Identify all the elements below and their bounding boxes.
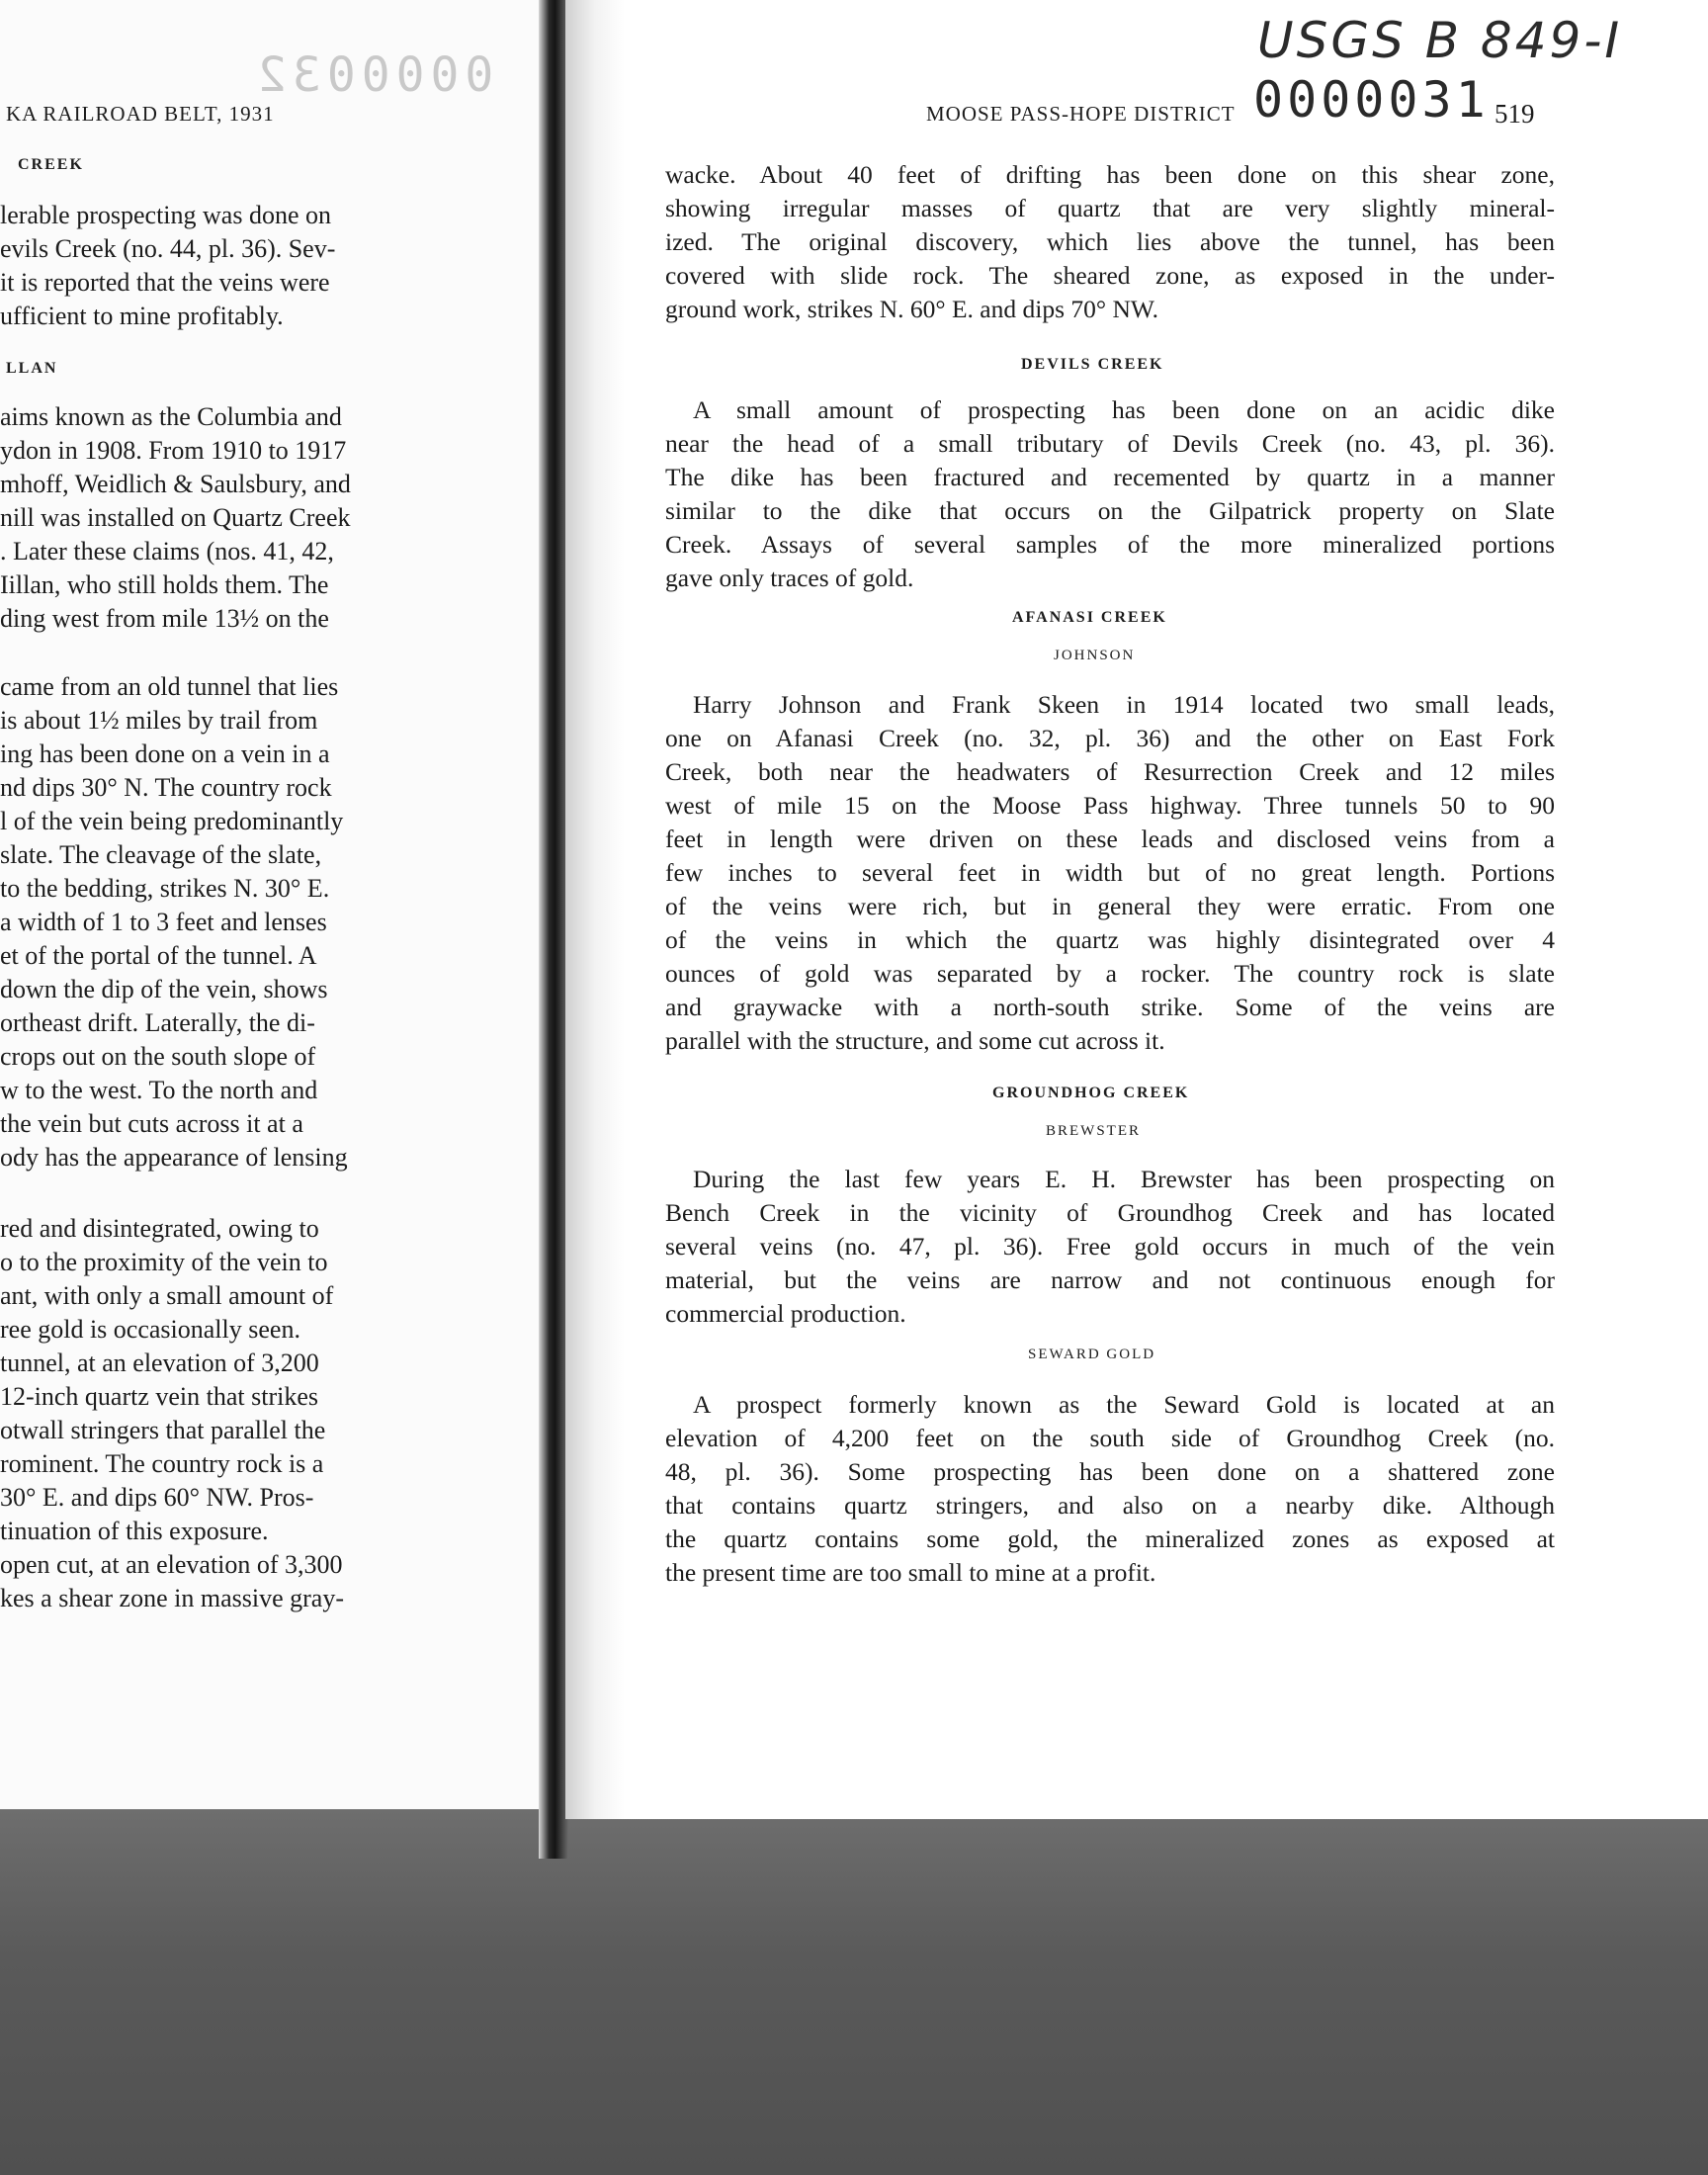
text-line: During the last few years E. H. Brewster has been prospecting on [693,1165,1555,1193]
text-line: red and disintegrated, owing to [0,1214,319,1243]
text-line: ufficient to mine profitably. [0,302,284,330]
text-line: showing irregular masses of quartz that are very slightly mineral- [665,194,1555,222]
text-line: came from an old tunnel that lies [0,672,339,701]
text-line: tinuation of this exposure. [0,1517,269,1545]
text-line: kes a shear zone in massive gray- [0,1584,344,1612]
scan-background [0,1809,1708,2175]
text-line: o to the proximity of the vein to [0,1248,328,1276]
text-line: evils Creek (no. 44, pl. 36). Sev- [0,234,336,263]
text-line: et of the portal of the tunnel. A [0,941,317,970]
text-line: l of the vein being predominantly [0,807,344,835]
text-line: several veins (no. 47, pl. 36). Free gold occurs in much of the vein [665,1232,1555,1261]
text-line: Bench Creek in the vicinity of Groundhog Creek and has located [665,1198,1555,1227]
text-line: the quartz contains some gold, the mineralized zones as exposed at [665,1524,1555,1553]
left-paragraph [0,199,554,333]
text-line: elevation of 4,200 feet on the south side of Groundhog Creek (no. [665,1424,1555,1452]
text-line: and graywacke with a north-south strike. Some of the veins are [665,993,1555,1021]
book-gutter [539,0,568,1859]
text-line: of the veins in which the quartz was highly disintegrated over 4 [665,925,1555,954]
text-line: the vein but cuts across it at a [0,1109,303,1138]
text-line: w to the west. To the north and [0,1076,318,1104]
text-line: . Later these claims (nos. 41, 42, [0,537,334,566]
text-line: nd dips 30° N. The country rock [0,773,332,802]
text-line: it is reported that the veins were [0,268,330,297]
text-line: nill was installed on Quartz Creek [0,503,351,532]
text-line: ding west from mile 13½ on the [0,604,329,633]
text-line: ized. The original discovery, which lies above the tunnel, has been [665,227,1555,256]
text-line: open cut, at an elevation of 3,300 [0,1550,343,1579]
text-line: ody has the appearance of lensing [0,1143,348,1172]
text-line: The dike has been fractured and recemented by quartz in a manner [665,463,1555,491]
text-line: feet in length were driven on these leads and disclosed veins from a [665,825,1555,853]
text-line: material, but the veins are narrow and not continuous enough for [665,1265,1555,1294]
text-line: west of mile 15 on the Moose Pass highway. Three tunnels 50 to 90 [665,791,1555,820]
text-line: 30° E. and dips 60° NW. Pros- [0,1483,314,1512]
text-line: Harry Johnson and Frank Skeen in 1914 located two small leads, [693,690,1555,719]
text-line: ortheast drift. Laterally, the di- [0,1008,315,1037]
text-line: aims known as the Columbia and [0,402,342,431]
text-line: similar to the dike that occurs on the Gilpatrick property on Slate [665,496,1555,525]
left-paragraph [0,670,554,1174]
left-section-heading: LLAN [6,360,58,377]
text-line: rominent. The country rock is a [0,1449,324,1478]
text-line: to the bedding, strikes N. 30° E. [0,874,330,903]
text-line: a width of 1 to 3 feet and lenses [0,908,327,936]
devils-creek-paragraph [665,393,1555,595]
page-number: 519 [1494,99,1535,129]
text-line: 48, pl. 36). Some prospecting has been done on a shattered zone [665,1457,1555,1486]
text-line: ing has been done on a vein in a [0,740,330,768]
text-line: the present time are too small to mine at a profit. [665,1558,1156,1587]
document-number-stamp: 0000031 [1253,71,1490,129]
text-line: slate. The cleavage of the slate, [0,840,322,869]
text-line: parallel with the structure, and some cut across it. [665,1026,1165,1055]
text-line: Creek, both near the headwaters of Resurrection Creek and 12 miles [665,757,1555,786]
text-line: ant, with only a small amount of [0,1281,334,1310]
text-line: is about 1½ miles by trail from [0,706,318,735]
text-line: near the head of a small tributary of Devils Creek (no. 43, pl. 36). [665,429,1555,458]
section-heading-groundhog-creek: GROUNDHOG CREEK [992,1085,1190,1101]
text-line: that contains quartz stringers, and also on a nearby dike. Although [665,1491,1555,1520]
text-line: otwall stringers that parallel the [0,1416,326,1444]
section-heading-devils-creek: DEVILS CREEK [1021,356,1164,373]
text-line: mhoff, Weidlich & Saulsbury, and [0,470,351,498]
text-line: gave only traces of gold. [665,564,914,592]
afanasi-creek-paragraph [665,688,1555,1058]
text-line: A small amount of prospecting has been done on an acidic dike [693,395,1555,424]
text-line: wacke. About 40 feet of drifting has been done on this shear zone, [665,160,1555,189]
text-line: ounces of gold was separated by a rocker. The country rock is slate [665,959,1555,988]
text-line: ree gold is occasionally seen. [0,1315,300,1344]
text-line: A prospect formerly known as the Seward Gold is located at an [693,1390,1555,1419]
text-line: down the dip of the vein, shows [0,975,328,1003]
text-line: few inches to several feet in width but of no great length. Portions [665,858,1555,887]
text-line: ground work, strikes N. 60° E. and dips 70° NW. [665,295,1158,323]
left-running-head: KA RAILROAD BELT, 1931 [6,102,275,126]
text-line: crops out on the south slope of [0,1042,316,1071]
text-line: one on Afanasi Creek (no. 32, pl. 36) and the other on East Fork [665,724,1555,752]
section-heading-afanasi-creek: AFANASI CREEK [1012,609,1167,626]
left-paragraph [0,400,554,636]
intro-paragraph [665,158,1555,326]
left-section-heading: CREEK [18,156,84,173]
subheading-brewster: BREWSTER [1046,1123,1142,1139]
text-line: covered with slide rock. The sheared zone, as exposed in the under- [665,261,1555,290]
right-running-head: MOOSE PASS-HOPE DISTRICT [926,102,1236,126]
groundhog-creek-paragraph [665,1163,1555,1331]
subheading-johnson: JOHNSON [1054,648,1136,663]
text-line: ydon in 1908. From 1910 to 1917 [0,436,347,465]
text-line: commercial production. [665,1299,906,1328]
left-page [0,0,558,1809]
subheading-seward-gold: SEWARD GOLD [1028,1347,1156,1362]
text-line: Creek. Assays of several samples of the more mineralized portions [665,530,1555,559]
text-line: tunnel, at an elevation of 3,200 [0,1348,319,1377]
text-line: lerable prospecting was done on [0,201,332,229]
ghost-stamp: 0000032 [252,47,494,103]
handwritten-annotation: USGS B 849-I [1257,12,1623,69]
seward-gold-paragraph [665,1388,1555,1590]
text-line: of the veins were rich, but in general they were erratic. From one [665,892,1555,920]
text-line: 12-inch quartz vein that strikes [0,1382,319,1411]
left-paragraph [0,1212,554,1615]
text-line: Iillan, who still holds them. The [0,570,329,599]
